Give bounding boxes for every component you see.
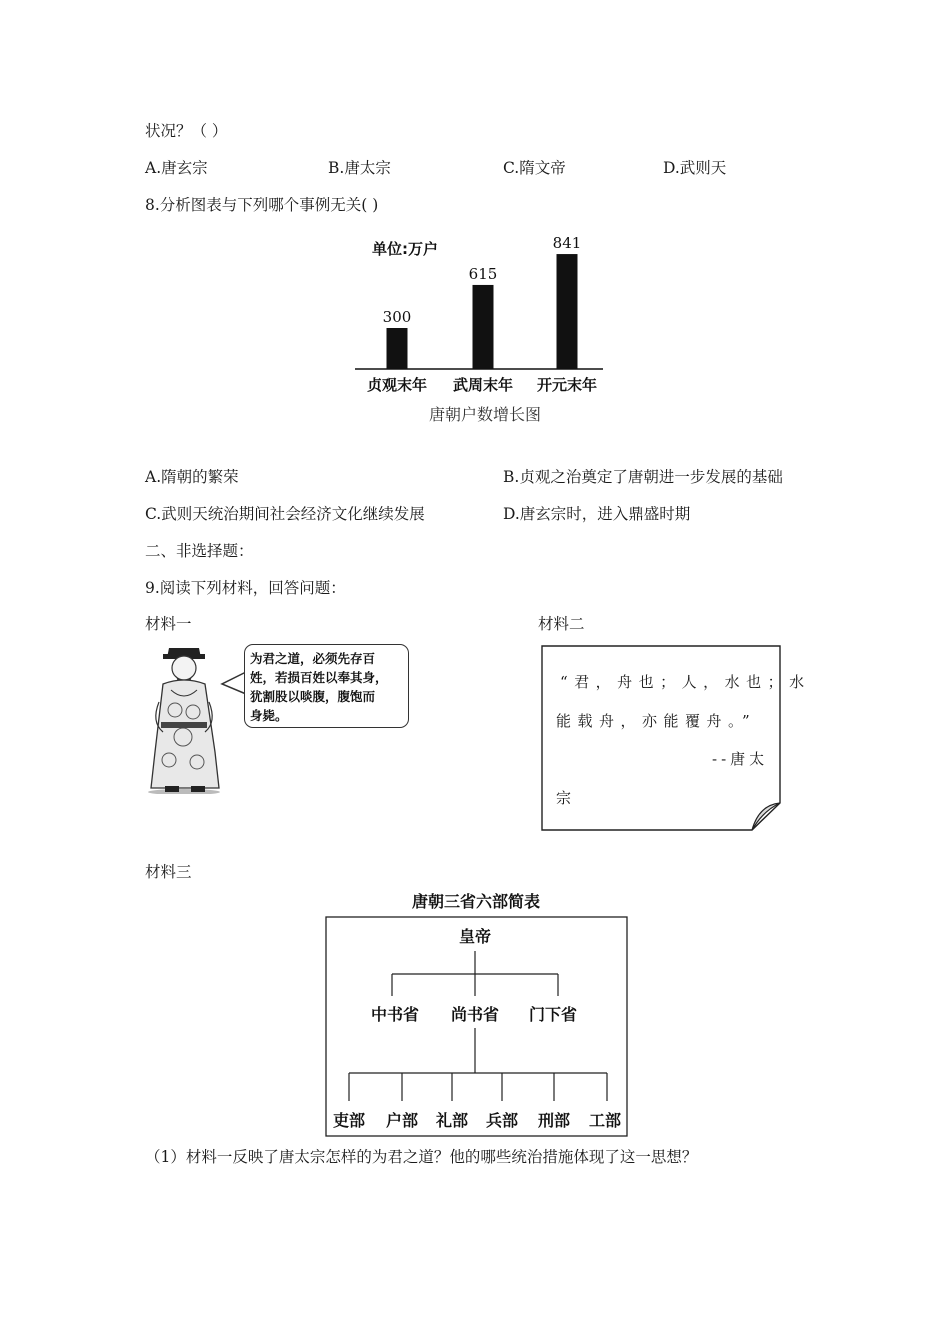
emperor-figure-illustration bbox=[145, 642, 223, 794]
q8-stem: 8.分析图表与下列哪个事例无关( ) bbox=[145, 196, 379, 214]
material1-label: 材料一 bbox=[145, 615, 192, 633]
org-ministry-revenue: 户部 bbox=[385, 1111, 419, 1130]
quote-attribution: --唐太 bbox=[712, 750, 769, 768]
q7-option-b: B.唐太宗 bbox=[328, 159, 391, 177]
org-shangshu: 尚书省 bbox=[450, 1005, 500, 1024]
chart-value-label-3: 841 bbox=[552, 236, 582, 253]
org-ministry-works: 工部 bbox=[588, 1111, 622, 1130]
org-root-emperor: 皇帝 bbox=[458, 927, 492, 946]
household-bar-chart bbox=[355, 236, 615, 431]
chart-value-label-2: 615 bbox=[468, 264, 498, 283]
chart-category-label-1: 贞观末年 bbox=[366, 376, 428, 394]
chart-value-label-1: 300 bbox=[382, 308, 412, 326]
q7-stem-tail: 状况？（ ） bbox=[145, 122, 228, 140]
material2-label: 材料二 bbox=[538, 615, 585, 633]
q7-option-a: A.唐玄宗 bbox=[145, 159, 208, 177]
material3-label: 材料三 bbox=[145, 863, 192, 881]
quote-attribution-continued: 宗 bbox=[556, 789, 572, 807]
chart-category-label-3: 开元末年 bbox=[536, 376, 598, 394]
q8-option-c: C.武则天统治期间社会经济文化继续发展 bbox=[145, 505, 425, 523]
q7-option-c: C.隋文帝 bbox=[503, 159, 566, 177]
org-ministry-war: 兵部 bbox=[485, 1111, 519, 1130]
org-chart-title: 唐朝三省六部简表 bbox=[411, 892, 540, 911]
org-ministry-justice: 刑部 bbox=[537, 1111, 571, 1130]
chart-category-label-2: 武周末年 bbox=[452, 376, 514, 394]
org-ministry-personnel: 吏部 bbox=[332, 1111, 366, 1130]
chart-title: 唐朝户数增长图 bbox=[428, 405, 542, 424]
chart-bar-1 bbox=[387, 328, 408, 369]
q8-option-d: D.唐玄宗时，进入鼎盛时期 bbox=[503, 505, 691, 523]
three-departments-six-ministries-chart bbox=[325, 916, 628, 1137]
org-zhongshu: 中书省 bbox=[370, 1005, 420, 1024]
q9-stem: 9.阅读下列材料，回答问题： bbox=[145, 579, 346, 597]
q7-option-d: D.武则天 bbox=[663, 159, 727, 177]
chart-unit-label: 单位:万户 bbox=[372, 240, 438, 258]
q9-sub-question-1: （1）材料一反映了唐太宗怎样的为君之道？他的哪些统治措施体现了这一思想？ bbox=[145, 1148, 698, 1166]
org-menxia: 门下省 bbox=[528, 1005, 578, 1024]
speech-bubble-text: 为君之道，必须先存百 姓，若损百姓以奉其身， 犹割股以啖腹，腹饱而 身毙。 bbox=[250, 651, 388, 723]
org-ministry-rites: 礼部 bbox=[435, 1111, 469, 1130]
q8-option-a: A.隋朝的繁荣 bbox=[145, 468, 239, 486]
quote-line-1: “君，舟也；人，水也；水 bbox=[560, 673, 811, 691]
chart-bar-2 bbox=[473, 285, 494, 369]
quote-line-2: 能载舟，亦能覆舟。” bbox=[556, 712, 757, 730]
chart-bar-3 bbox=[557, 254, 578, 369]
q8-option-b: B.贞观之治奠定了唐朝进一步发展的基础 bbox=[503, 468, 783, 486]
section2-heading: 二、非选择题： bbox=[145, 542, 254, 560]
